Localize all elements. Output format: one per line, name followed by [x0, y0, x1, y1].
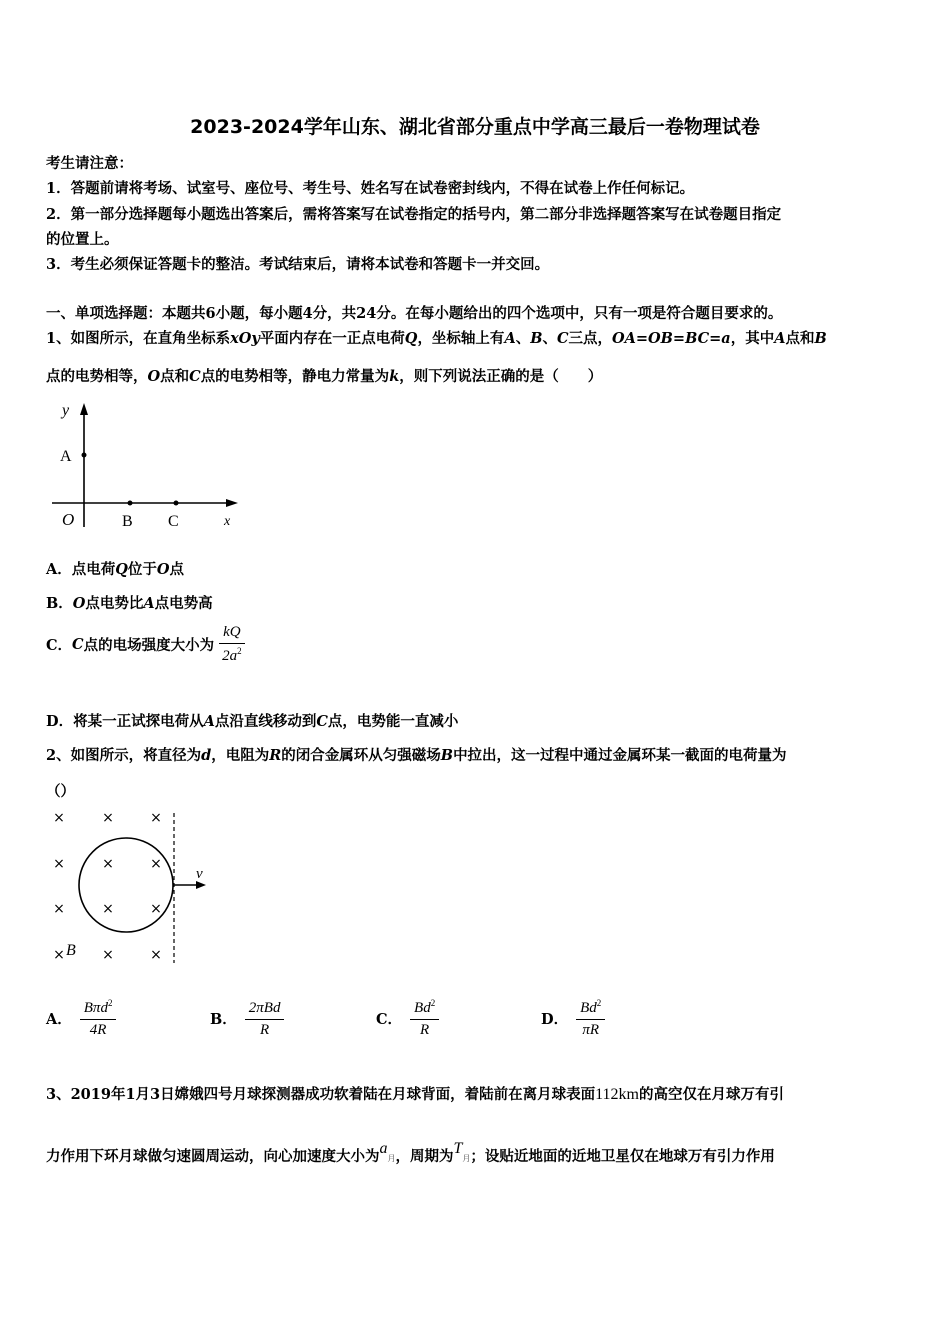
label-x: x	[224, 514, 231, 529]
q2-stem-line2: （）	[46, 783, 75, 800]
q1-coordinate-figure	[46, 395, 246, 535]
field-cross: ×	[102, 947, 114, 963]
metal-ring	[79, 838, 173, 932]
field-cross: ×	[102, 901, 114, 917]
q2-option-a-fraction: $\frac{B\pi d^2}{4R}$	[80, 998, 117, 1039]
q2-option-c-fraction: $\frac{Bd^2}{R}$	[410, 998, 439, 1039]
notice-heading: 考生请注意：	[46, 155, 133, 172]
q1-stem-line2: 点的电势相等，O点和C点的电势相等，静电力常量为k，则下列说法正确的是（ ）	[46, 368, 603, 385]
label-b: B	[122, 513, 133, 530]
label-y: y	[62, 402, 70, 419]
point-b	[128, 501, 133, 506]
q2-option-b-fraction: $\frac{\text{2πBd}}{R}$	[245, 998, 285, 1039]
notice-item-1: 1．答题前请将考场、试室号、座位号、考生号、姓名写在试卷密封线内，不得在试卷上作任何标记。	[46, 180, 695, 197]
field-cross: ×	[53, 810, 65, 826]
notice-item-3: 3．考生必须保证答题卡的整洁。考试结束后，请将本试卷和答题卡一并交回。	[46, 256, 550, 273]
x-axis-arrow-icon	[226, 499, 238, 507]
field-cross: ×	[53, 856, 65, 872]
field-cross: ×	[53, 947, 65, 963]
q3-stem-line2: 力作用下环月球做匀速圆周运动，向心加速度大小为a月，周期为T月；设贴近地面的近地卫星仅在地球万有引力作用	[46, 1140, 775, 1165]
q2-magnetic-field-figure	[46, 805, 226, 970]
label-v: v	[196, 866, 203, 882]
q2-option-d-fraction: $\frac{Bd^2}{\pi R}$	[576, 998, 605, 1039]
label-a: A	[60, 448, 72, 465]
field-cross: ×	[150, 810, 162, 826]
field-cross: ×	[53, 901, 65, 917]
notice-item-2: 2．第一部分选择题每小题选出答案后，需将答案写在试卷指定的括号内，第二部分非选择题答案写在试卷题目指定	[46, 206, 782, 223]
q2-option-d[interactable]: D． $\frac{Bd^2}{\pi R}$	[541, 998, 605, 1039]
q3-stem-line1: 3、2019年1月3日嫦娥四号月球探测器成功软着陆在月球背面，着陆前在离月球表面112km的高空仅在月球万有引	[46, 1086, 784, 1103]
field-cross: ×	[150, 856, 162, 872]
velocity-arrow-icon	[196, 881, 206, 889]
q1-option-d[interactable]: D．将某一正试探电荷从A点沿直线移动到C点，电势能一直减小	[46, 713, 459, 730]
q2-option-a[interactable]: A． $\frac{B\pi d^2}{4R}$	[46, 998, 116, 1039]
field-cross: ×	[150, 947, 162, 963]
field-cross: ×	[102, 810, 114, 826]
label-c: C	[168, 513, 179, 530]
y-axis-arrow-icon	[80, 403, 88, 415]
page-title: 2023-2024学年山东、湖北省部分重点中学高三最后一卷物理试卷	[190, 116, 760, 138]
q2-option-b[interactable]: B． $\frac{\text{2πBd}}{R}$	[210, 998, 284, 1039]
q1-option-c-fraction: $\frac{kQ}{2a^2}$	[218, 624, 246, 665]
q1-option-c[interactable]: C． C 点的电场强度大小为 $\frac{kQ}{2a^2}$	[46, 624, 246, 665]
section-heading: 一、单项选择题：本题共6小题，每小题4分，共24分。在每小题给出的四个选项中，只有一项是符合题目要求的。	[46, 305, 783, 322]
point-a	[82, 453, 87, 458]
notice-item-2-cont: 的位置上。	[46, 231, 119, 248]
field-cross: ×	[102, 856, 114, 872]
label-field-b: B	[66, 942, 76, 959]
point-c	[174, 501, 179, 506]
q1-stem-line1: 1、如图所示，在直角坐标系xOy平面内存在一正点电荷Q，坐标轴上有A、B、C三点，OA=OB=BC=a，其中A点和B	[46, 330, 827, 347]
q1-option-a[interactable]: A．点电荷Q位于O点	[46, 561, 185, 578]
label-o: O	[62, 510, 75, 529]
q2-stem-line1: 2、如图所示，将直径为d，电阻为R的闭合金属环从匀强磁场B中拉出，这一过程中通过金属环某一截面的电荷量为	[46, 747, 787, 764]
field-cross: ×	[150, 901, 162, 917]
q2-option-c[interactable]: C． $\frac{Bd^2}{R}$	[376, 998, 439, 1039]
q1-option-b[interactable]: B．O点电势比A点电势高	[46, 595, 213, 612]
